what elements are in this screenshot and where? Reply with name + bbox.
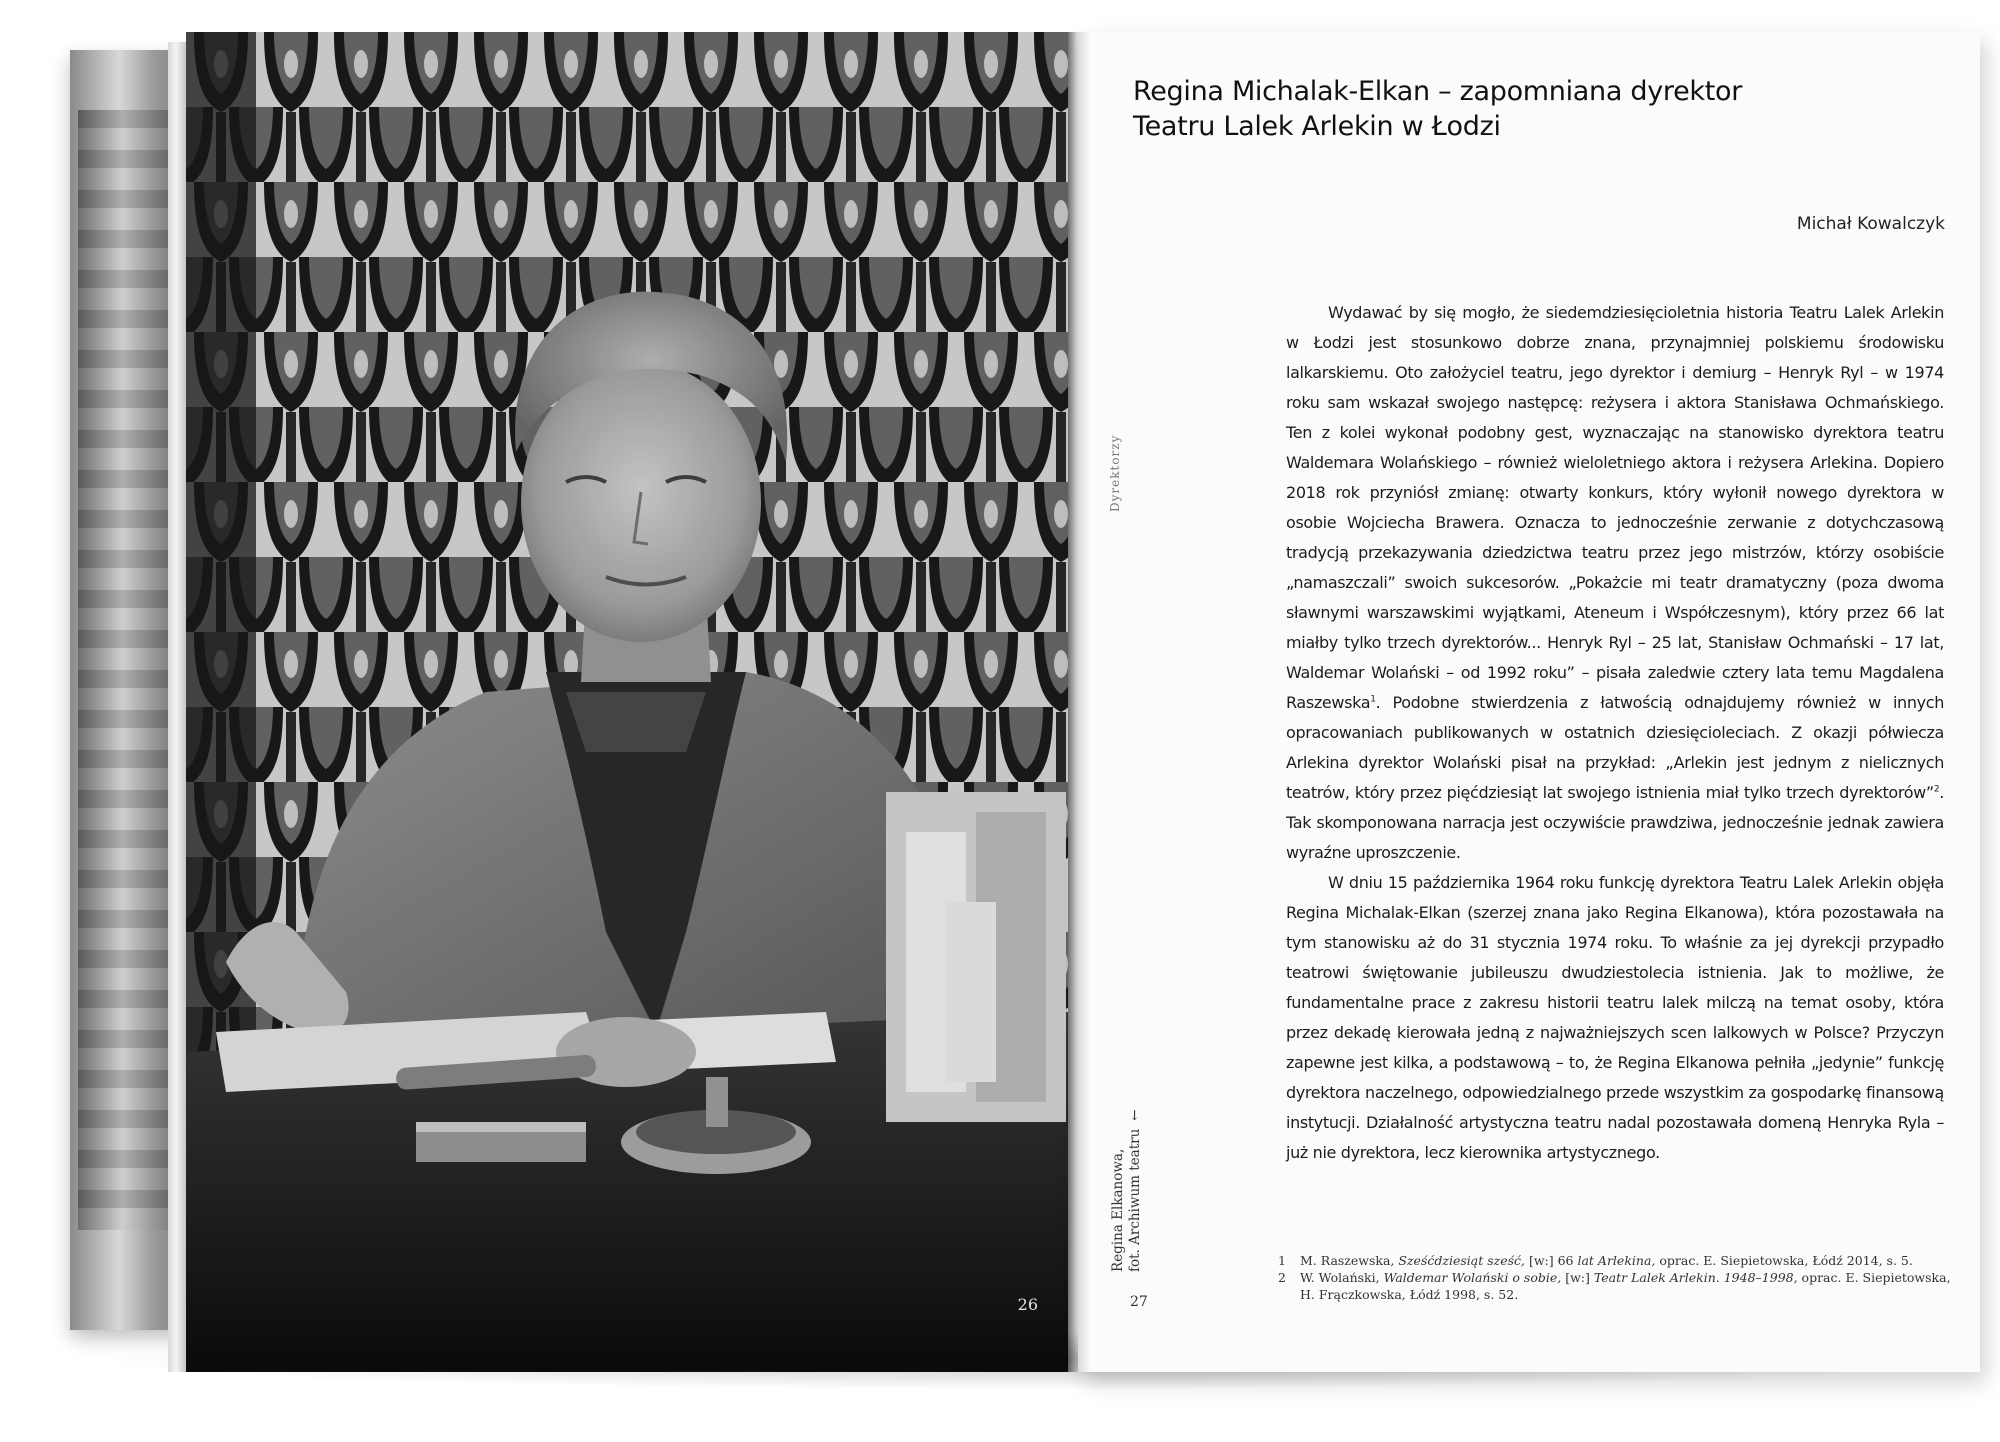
footnote [1278, 1269, 1958, 1303]
title-line-1: Regina Michalak-Elkan – zapomniana dyrektor [1133, 76, 1743, 107]
paragraph-1 [1286, 298, 1944, 868]
footnote-text: W. Wolański, Waldemar Wolański o sobie, [w:] Teatr Lalek Arlekin. 1948–1998, oprac. E. Siepietowska, H. Frączkowska, Łódź 1998, s. 52. [1300, 1270, 1951, 1302]
portrait-photo [186, 32, 1068, 1372]
paragraph-1-text-cont: . Podobne stwierdzenia z łatwością odnajdujemy również w innych opracowaniach publikowanych w ostatnich dziesięcioleciach. Z okazji półwiecza Arlekina dyrektor Wolański pisał na przykład: „Arlekin jest jednym z nielicznych teatrów, który przez pięćdziesiąt lat swojego istnienia miał tylko trzech dyrektorów” [1286, 693, 1944, 802]
article-title [1133, 74, 1893, 144]
paragraph-1-text: Wydawać by się mogło, że siedemdziesięcioletnia historia Teatru Lalek Arlekin w Łodzi jest stosunkowo dobrze znana, przynajmniej polskiemu środowisku lalkarskiemu. Oto założyciel teatru, jego dyrektor i demiurg – Henryk Ryl – w 1974 roku sam wskazał swojego następcę: reżysera i aktora Stanisława Ochmańskiego. Ten z kolei wykonał podobny gest, wyznaczając na stanowisko dyrektora teatru Waldemara Wolańskiego – również wieloletniego aktora i reżysera Arlekina. Dopiero 2018 rok przyniósł zmianę: otwarty konkurs, który wyłonił nowego dyrektora w osobie Wojciecha Brawera. Oznacza to jednocześnie zerwanie z dotychczasową tradycją przekazywania dziedzictwa teatru przez jego mistrzów, którzy osobiście „namaszczali” swoich sukcesorów. „Pokażcie mi teatr dramatyczny (poza dwoma sławnymi warszawskimi wyjątkami, Ateneum i Współczesnym), który przez 66 lat miałby tylko trzech dyrektorów... Henryk Ryl – 25 lat, Stanisław Ochmański – 17 lat, Waldemar Wolański – od 1992 roku” – pisała zaledwie cztery lata temu Magdalena Raszewska [1286, 303, 1944, 712]
text-page [1078, 32, 1980, 1372]
title-line-2: Teatru Lalek Arlekin w Łodzi [1133, 111, 1501, 142]
page-edges [168, 42, 188, 1372]
footnote-text: M. Raszewska, Sześćdziesiąt sześć, [w:] 66 lat Arlekina, oprac. E. Siepietowska, Łódź 2014, s. 5. [1300, 1253, 1913, 1268]
paragraph-2: W dniu 15 października 1964 roku funkcję dyrektora Teatru Lalek Arlekin objęła Regina Michalak-Elkan (szerzej znana jako Regina Elkanowa), która pozostawała na tym stanowisku aż do 31 stycznia 1974 roku. To właśnie za jej dyrekcji przypadło teatrowi świętowanie jubileuszu dwudziestolecia istnienia. Jak to możliwe, że fundamentalne prace z zakresu historii teatru lalek milczą na temat osoby, która przez dekadę kierowała jedną z najważniejszych scen lalkowych w Polsce? Przyczyn zapewne jest kilka, a podstawową – to, że Regina Elkanowa pełniła „jedynie” funkcję dyrektora naczelnego, odpowiedzialnego przede wszystkim za gospodarkę finansową instytucji. Działalność artystyczna teatru nadal pozostawała domeną Henryka Ryla – już nie dyrektora, lecz kierownika artystycznego. [1286, 873, 1944, 1162]
section-label: Dyrektorzy [1108, 434, 1122, 512]
article-body [1286, 298, 1944, 1168]
author-name: Michał Kowalczyk [1796, 214, 1945, 234]
caption-line-2: fot. Archiwum teatru [1127, 1128, 1143, 1272]
page-number-left: 26 [1017, 1295, 1038, 1314]
paragraph-1-text-end: . Tak skomponowana narracja jest oczywiście prawdziwa, jednocześnie jednak zawiera wyraźne uproszczenie. [1286, 783, 1944, 862]
caption-line-1: Regina Elkanowa, [1110, 1148, 1126, 1272]
footnote-number: 1 [1278, 1253, 1286, 1268]
footnotes [1278, 1252, 1958, 1303]
footnote-number: 2 [1278, 1270, 1286, 1285]
photo-caption [1110, 1109, 1144, 1272]
footnote-ref-2: 2 [1933, 784, 1940, 795]
book-spine [1068, 32, 1090, 1372]
photo-page [186, 32, 1068, 1372]
footnote-ref-1: 1 [1370, 694, 1376, 705]
back-page-photo-strip [78, 110, 178, 1230]
footnote [1278, 1252, 1958, 1269]
arrow-left-icon: ← [1127, 1109, 1143, 1121]
page-number-right: 27 [1130, 1294, 1148, 1310]
